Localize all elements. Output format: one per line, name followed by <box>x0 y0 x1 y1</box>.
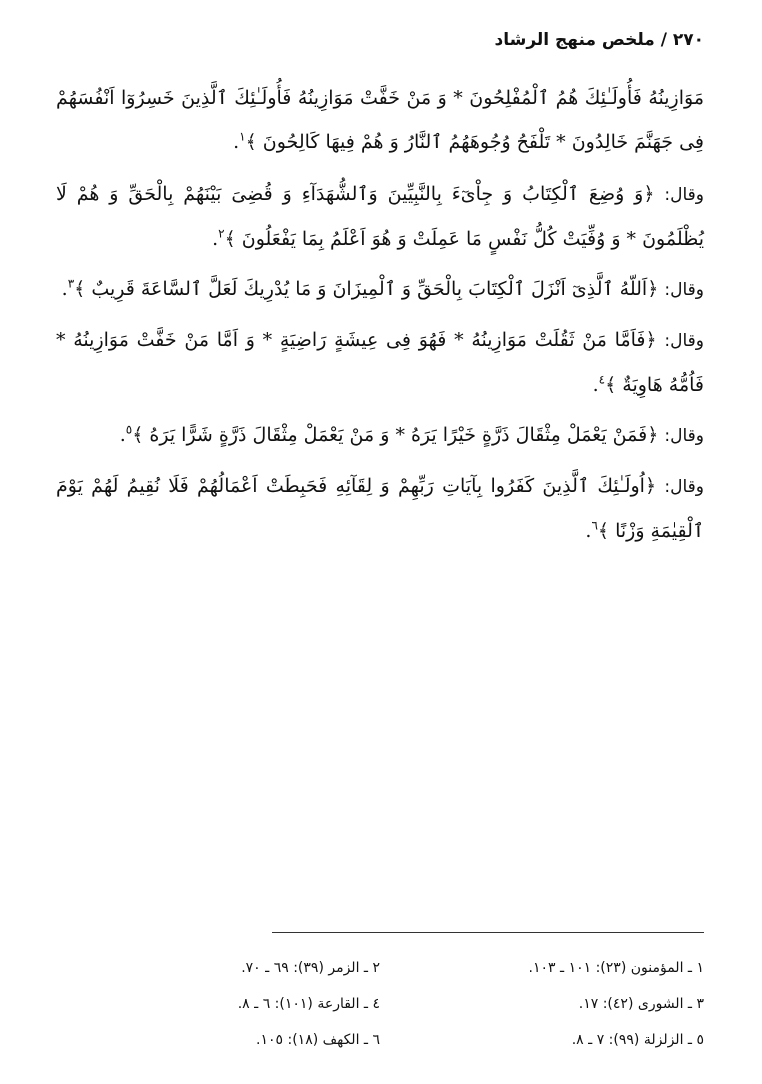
footnote-1: ١ ـ المؤمنون (٢٣): ١٠١ ـ ١٠٣. <box>528 960 704 976</box>
said-label: وقال: <box>664 185 704 205</box>
footnote-4: ٤ ـ القارعة (١٠١): ٦ ـ ٨. <box>237 996 380 1012</box>
footnote-6: ٦ ـ الكهف (١٨): ١٠٥. <box>256 1032 380 1048</box>
page-number: ٢٧٠ <box>672 30 704 50</box>
quote-paragraph-6: وقال: ﴿اُولَـٰئِكَ ٱلَّذِينَ كَفَرُوا بِآيَاتِ رَبِّهِمْ وَ لِقَآئِهِ فَحَبِطَتْ اَعْمَالُهُمْ فَلَا نُقِيمُ لَهُمْ يَوْمَ ٱلْقِيٰمَةِ وَزْنًا ﴾$^٦$. <box>56 475 704 542</box>
quote-paragraph-3: وقال: ﴿اَللّهُ ٱلَّذِىٓ اَنْزَلَ ٱلْكِتَابَ بِالْحَقِّ وَ ٱلْمِيزَانَ وَ مَا يُدْرِيكَ لَعَلَّ ٱلسَّاعَةَ قَرِيبٌ ﴾$^٣$. <box>61 276 704 300</box>
verse-text: مَوَازِينُهُ فَأُولَـٰئِكَ هُمُ ٱلْمُفْلِحُونَ * وَ مَنْ خَفَّتْ مَوَازِينُهُ فَأُولَـٰئِكَ ٱلَّذِينَ خَسِرُوٓا اَنْفُسَهُمْ فِى جَهَنَّمَ خَالِدُونَ * تَلْفَحُ وُجُوهَهُمُ ٱلنَّارُ وَ هُمْ فِيهَا كَالِحُونَ ﴾ <box>56 87 704 153</box>
footnote-ref: ٤ <box>598 372 606 387</box>
footnote-ref: ٣ <box>67 276 75 291</box>
footnote-ref: ٥ <box>125 422 133 437</box>
footnote-row <box>56 950 704 986</box>
verse-text: ﴿فَمَنْ يَعْمَلْ مِثْقَالَ ذَرَّةٍ خَيْرًا يَرَهُ * وَ مَنْ يَعْمَلْ مِثْقَالَ ذَرَّةٍ شَرًّا يَرَهُ ﴾ <box>132 424 659 446</box>
footnotes <box>56 950 704 1058</box>
footnote-divider <box>272 932 704 933</box>
quote-paragraph-5: وقال: ﴿فَمَنْ يَعْمَلْ مِثْقَالَ ذَرَّةٍ خَيْرًا يَرَهُ * وَ مَنْ يَعْمَلْ مِثْقَالَ ذَرَّةٍ شَرًّا يَرَهُ ﴾$^٥$. <box>119 422 704 446</box>
said-label: وقال: <box>664 331 704 351</box>
said-label: وقال: <box>664 477 704 497</box>
said-label: وقال: <box>664 426 704 446</box>
quote-paragraph-2: وقال: ﴿وَ وُضِعَ ٱلْكِتَابُ وَ جِاْىٓءَ بِالنَّبِيِّينَ وَٱلشُّهَدَآءِ وَ قُضِىَ بَيْنَهُمْ بِالْحَقِّ وَ هُمْ لَا يُظْلَمُونَ * وَ وُفِّيَتْ كُلُّ نَفْسٍ مَا عَمِلَتْ وَ هُوَ اَعْلَمُ بِمَا يَفْعَلُونَ ﴾$^٢$. <box>56 183 704 250</box>
footnote-row <box>56 1022 704 1058</box>
quote-paragraph-4: وقال: ﴿فَاَمَّا مَنْ ثَقُلَتْ مَوَازِينُهُ * فَهُوَ فِى عِيشَةٍ رَاضِيَةٍ * وَ اَمَّا مَنْ خَفَّتْ مَوَازِينُهُ * فَاُمُّهُ هَاوِيَةٌ ﴾$^٤$. <box>56 329 704 396</box>
footnote-ref: ٢ <box>218 226 225 241</box>
footnote-row <box>56 986 704 1022</box>
header-separator: / <box>660 30 667 50</box>
book-title: ملخص منهج الرشاد <box>494 30 655 50</box>
footnote-3: ٣ ـ الشورى (٤٢): ١٧. <box>578 996 704 1012</box>
verse-text: ﴿اُولَـٰئِكَ ٱلَّذِينَ كَفَرُوا بِآيَاتِ رَبِّهِمْ وَ لِقَآئِهِ فَحَبِطَتْ اَعْمَالُهُمْ فَلَا نُقِيمُ لَهُمْ يَوْمَ ٱلْقِيٰمَةِ وَزْنًا ﴾ <box>56 475 704 542</box>
said-label: وقال: <box>664 280 704 300</box>
quote-paragraph-1: مَوَازِينُهُ فَأُولَـٰئِكَ هُمُ ٱلْمُفْلِحُونَ * وَ مَنْ خَفَّتْ مَوَازِينُهُ فَأُولَـٰئِكَ ٱلَّذِينَ خَسِرُوٓا اَنْفُسَهُمْ فِى جَهَنَّمَ خَالِدُونَ * تَلْفَحُ وُجُوهَهُمُ ٱلنَّارُ وَ هُمْ فِيهَا كَالِحُونَ ﴾$^١$. <box>56 87 704 153</box>
running-header <box>58 30 704 50</box>
verse-text: ﴿فَاَمَّا مَنْ ثَقُلَتْ مَوَازِينُهُ * فَهُوَ فِى عِيشَةٍ رَاضِيَةٍ * وَ اَمَّا مَنْ خَفَّتْ مَوَازِينُهُ * فَاُمُّهُ هَاوِيَةٌ ﴾ <box>56 329 704 396</box>
verse-text: ﴿وَ وُضِعَ ٱلْكِتَابُ وَ جِاْىٓءَ بِالنَّبِيِّينَ وَٱلشُّهَدَآءِ وَ قُضِىَ بَيْنَهُمْ بِالْحَقِّ وَ هُمْ لَا يُظْلَمُونَ * وَ وُفِّيَتْ كُلُّ نَفْسٍ مَا عَمِلَتْ وَ هُوَ اَعْلَمُ بِمَا يَفْعَلُونَ ﴾ <box>56 183 704 250</box>
footnote-ref: ١ <box>239 129 246 144</box>
footnote-ref: ٦ <box>591 518 598 533</box>
footnote-2: ٢ ـ الزمر (٣٩): ٦٩ ـ ٧٠. <box>241 960 380 976</box>
main-text <box>56 76 704 559</box>
verse-text: ﴿اَللّهُ ٱلَّذِىٓ اَنْزَلَ ٱلْكِتَابَ بِالْحَقِّ وَ ٱلْمِيزَانَ وَ مَا يُدْرِيكَ لَعَلَّ ٱلسَّاعَةَ قَرِيبٌ ﴾ <box>74 278 659 300</box>
footnote-5: ٥ ـ الزلزلة (٩٩): ٧ ـ ٨. <box>571 1032 704 1048</box>
